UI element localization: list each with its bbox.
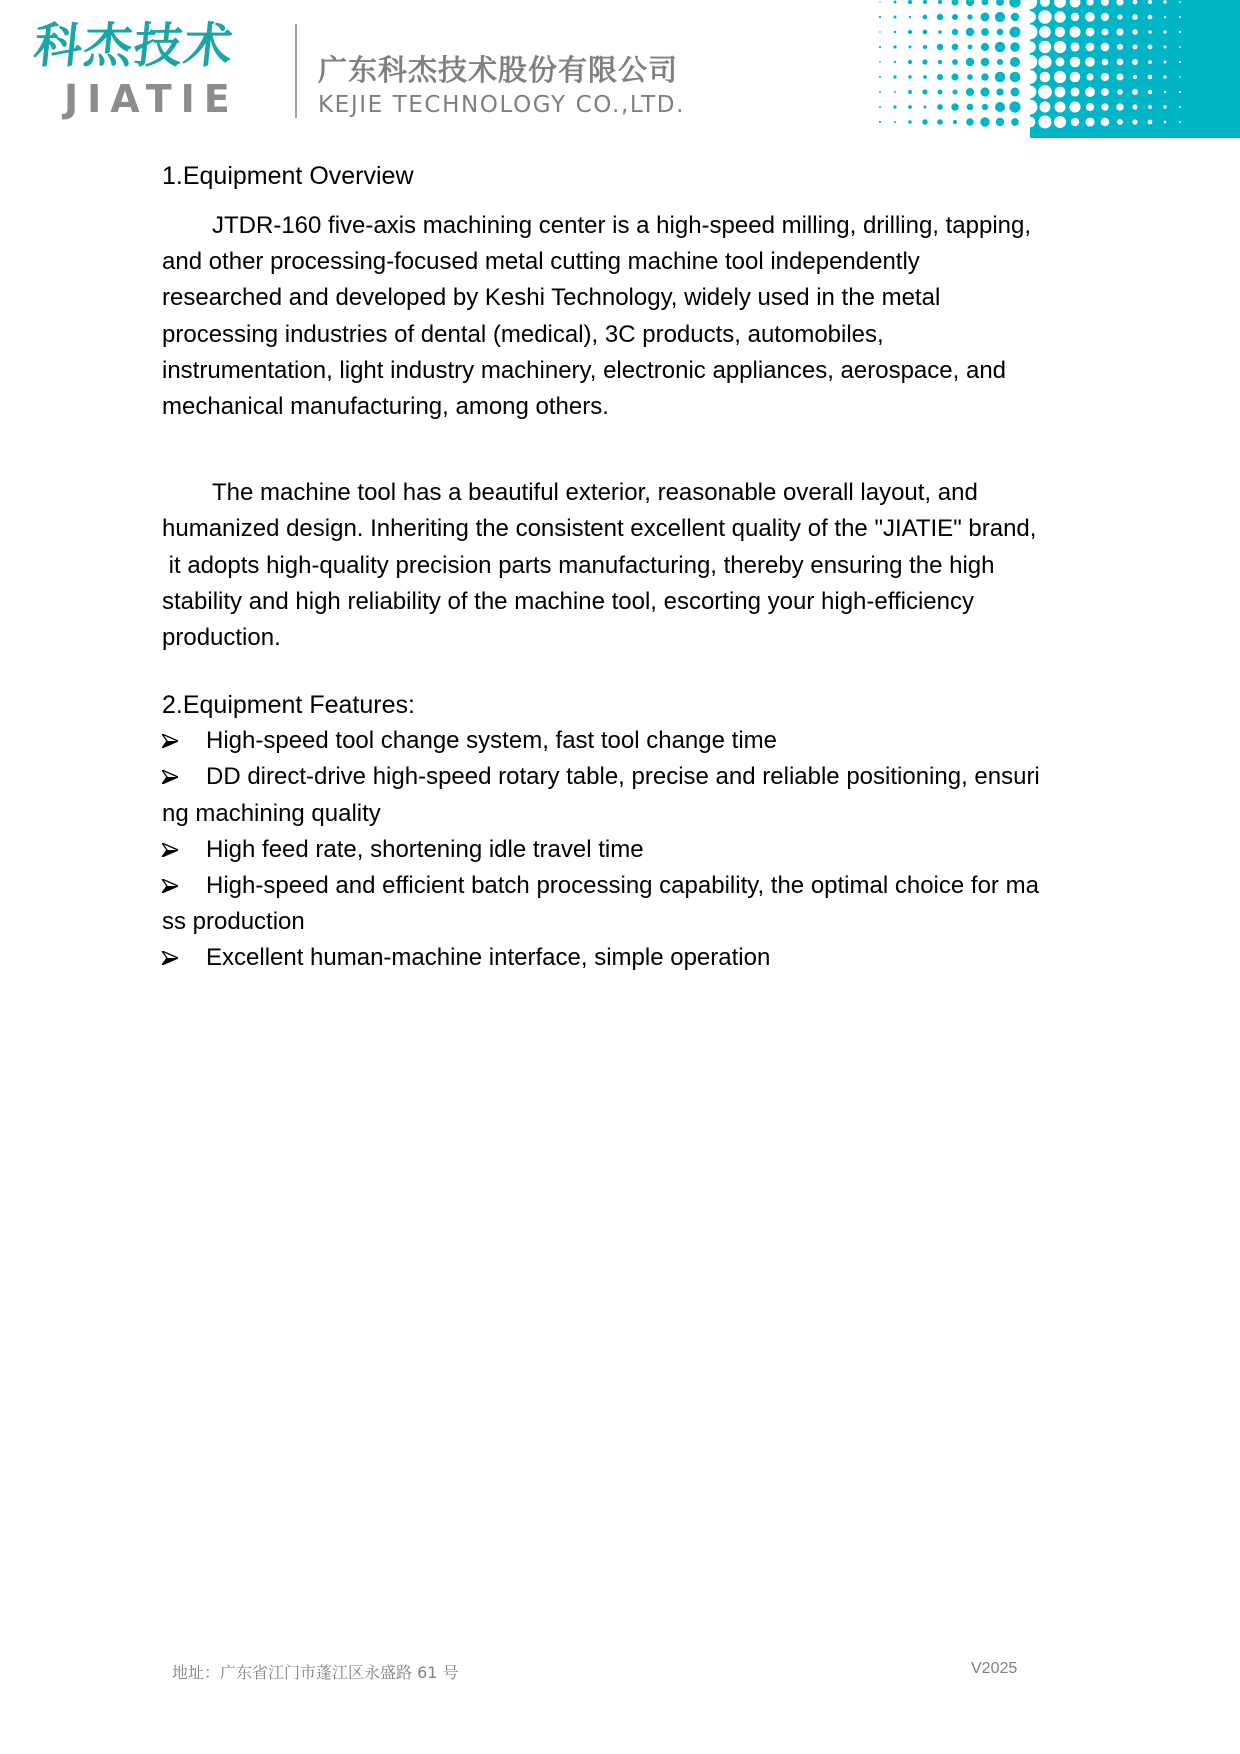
halftone-dot: [879, 91, 881, 93]
halftone-dot: [1070, 57, 1080, 67]
halftone-dot: [893, 105, 896, 108]
halftone-dot: [1117, 119, 1123, 125]
text-line: stability and high reliability of the machine tool, escorting your high-efficiency: [162, 587, 974, 615]
halftone-dot: [1101, 73, 1109, 81]
halftone-dot: [923, 15, 928, 20]
halftone-dot: [909, 16, 911, 18]
halftone-dot: [1102, 59, 1109, 66]
halftone-dot: [1117, 89, 1123, 95]
halftone-dot: [922, 59, 927, 64]
halftone-dot: [995, 12, 1005, 22]
halftone-dot: [1011, 88, 1020, 97]
halftone-dot: [879, 46, 881, 48]
page-header: [0, 0, 1240, 140]
halftone-dot: [1010, 27, 1021, 38]
halftone-dot: [1101, 103, 1108, 110]
halftone-dot: [995, 102, 1005, 112]
halftone-dot: [1132, 119, 1137, 124]
halftone-dot: [1086, 43, 1095, 52]
halftone-dot: [923, 30, 928, 35]
overview-paragraph-1: [162, 208, 1082, 425]
halftone-dot: [894, 121, 896, 123]
halftone-dot: [1132, 59, 1138, 65]
halftone-dot: [908, 90, 912, 94]
section-heading-overview: 1.Equipment Overview: [162, 162, 414, 190]
feature-item: [162, 723, 1082, 759]
halftone-dot: [1164, 121, 1167, 124]
halftone-dot: [1054, 41, 1066, 53]
halftone-dot: [996, 88, 1003, 95]
halftone-dot: [1055, 87, 1066, 98]
halftone-dot: [938, 60, 942, 64]
halftone-dot: [997, 59, 1003, 65]
halftone-dot: [967, 104, 974, 111]
halftone-dot: [1054, 11, 1065, 22]
arrowhead-bullet-icon: [162, 734, 178, 748]
halftone-dot: [894, 16, 897, 19]
halftone-dot: [937, 44, 943, 50]
halftone-dot: [1101, 43, 1110, 52]
halftone-dot: [879, 76, 881, 78]
halftone-dot: [1102, 29, 1109, 36]
halftone-dot: [937, 89, 942, 94]
arrowhead-bullet-icon: [162, 843, 178, 857]
halftone-dot: [893, 45, 896, 48]
halftone-dot: [966, 28, 974, 36]
halftone-dot: [1179, 106, 1181, 108]
halftone-dot: [923, 45, 927, 49]
halftone-dot: [923, 0, 927, 4]
halftone-dot: [981, 58, 990, 67]
halftone-dot: [908, 0, 912, 4]
halftone-dot: [1040, 72, 1051, 83]
halftone-dot-pattern: [870, 0, 1240, 140]
halftone-dot: [1023, 55, 1037, 69]
halftone-dot: [879, 61, 881, 63]
halftone-dot: [1179, 31, 1181, 33]
halftone-dot: [1163, 105, 1166, 108]
text-line: High-speed tool change system, fast tool change time: [206, 727, 777, 755]
halftone-dot: [908, 75, 911, 78]
halftone-dot: [1132, 44, 1137, 49]
halftone-dot: [879, 106, 881, 108]
halftone-dot: [1010, 42, 1020, 52]
halftone-dot: [966, 88, 974, 96]
halftone-dot: [893, 75, 896, 78]
halftone-dot: [1069, 101, 1080, 112]
text-line: humanized design. Inheriting the consistent excellent quality of the "JIATIE" brand,: [162, 515, 1037, 543]
halftone-dot: [1164, 91, 1167, 94]
halftone-dot: [923, 105, 926, 108]
halftone-dot: [1116, 28, 1123, 35]
halftone-dot: [1038, 115, 1051, 128]
arrowhead-bullet-icon: [162, 770, 178, 784]
halftone-dot: [1011, 13, 1019, 21]
section-heading-features: 2.Equipment Features:: [162, 691, 415, 720]
halftone-dot: [997, 29, 1004, 36]
halftone-dot: [966, 0, 974, 6]
halftone-dot: [1070, 42, 1079, 51]
feature-item: [162, 759, 1082, 831]
halftone-dot: [922, 89, 927, 94]
text-line: The machine tool has a beautiful exterior, reasonable overall layout, and: [212, 479, 978, 507]
halftone-dot: [1163, 0, 1166, 3]
halftone-dot: [995, 42, 1006, 53]
halftone-dot: [1148, 0, 1152, 4]
halftone-dot: [1024, 41, 1036, 53]
halftone-dot: [1148, 75, 1152, 79]
halftone-dot: [922, 119, 927, 124]
halftone-dot: [1038, 55, 1051, 68]
halftone-dot: [996, 0, 1004, 6]
halftone-dot: [1179, 46, 1181, 48]
halftone-dot: [1163, 30, 1166, 33]
document-body: [162, 158, 1082, 977]
halftone-dot: [1179, 76, 1181, 78]
halftone-dot: [1039, 26, 1051, 38]
halftone-dot: [1133, 75, 1137, 79]
halftone-dot: [1179, 1, 1181, 3]
text-line: JTDR-160 five-axis machining center is a high-speed milling, drilling, tapping,: [212, 212, 1032, 239]
halftone-dot: [1025, 117, 1036, 128]
halftone-dot: [1163, 75, 1166, 78]
halftone-dot: [1117, 59, 1124, 66]
halftone-dot: [909, 46, 912, 49]
halftone-dot: [981, 43, 989, 51]
halftone-dot: [1179, 91, 1181, 93]
halftone-dot: [1010, 72, 1021, 83]
halftone-dot: [1011, 118, 1019, 126]
halftone-dot: [1101, 13, 1109, 21]
halftone-dot: [1085, 87, 1095, 97]
halftone-dot: [1054, 71, 1066, 83]
halftone-dot: [967, 14, 972, 19]
halftone-dot: [894, 1, 897, 4]
halftone-dot: [1179, 16, 1181, 18]
halftone-dot: [894, 91, 896, 93]
halftone-dot: [1071, 13, 1079, 21]
halftone-dot: [1010, 57, 1020, 67]
halftone-dot: [952, 59, 958, 65]
halftone-dot: [968, 45, 973, 50]
halftone-dot: [1179, 121, 1181, 123]
halftone-dot: [951, 73, 958, 80]
text-line: High-speed and efficient batch processing capability, the optimal choice for ma: [206, 872, 1039, 900]
company-name-english: KEJIE TECHNOLOGY CO.,LTD.: [318, 92, 685, 118]
logo-chinese-wordmark: 科杰技术: [31, 18, 237, 74]
halftone-dot: [894, 31, 897, 34]
halftone-dot: [1009, 101, 1020, 112]
text-line: it adopts high-quality precision parts manufacturing, thereby ensuring the high: [162, 551, 995, 579]
halftone-dot: [1039, 41, 1051, 53]
halftone-dot: [1069, 26, 1080, 37]
text-line: DD direct-drive high-speed rotary table, precise and reliable positioning, ensuri: [206, 763, 1040, 791]
arrowhead-bullet-icon: [162, 951, 178, 965]
halftone-dot: [981, 73, 988, 80]
halftone-dot: [980, 117, 989, 126]
feature-item: [162, 940, 1082, 976]
halftone-dot: [938, 30, 942, 34]
halftone-dot: [937, 74, 943, 80]
text-line: and other processing-focused metal cutting machine tool independently: [162, 248, 920, 276]
halftone-dot: [1023, 70, 1037, 84]
features-list: [162, 723, 1082, 976]
halftone-dot: [1085, 117, 1094, 126]
overview-paragraph-2: [162, 475, 1082, 656]
halftone-dot: [1086, 73, 1093, 80]
halftone-dot: [1040, 102, 1051, 113]
halftone-dot: [937, 104, 943, 110]
text-line: mechanical manufacturing, among others.: [162, 393, 609, 421]
halftone-dot: [952, 29, 959, 36]
halftone-dot: [1148, 120, 1153, 125]
halftone-dot: [1132, 29, 1138, 35]
halftone-dot: [1085, 57, 1095, 67]
halftone-dot: [937, 119, 943, 125]
halftone-dot: [938, 0, 942, 4]
halftone-dot: [879, 1, 880, 2]
text-line: processing industries of dental (medical), 3C products, automobiles,: [162, 320, 884, 348]
footer-version: V2025: [971, 1660, 1018, 1677]
halftone-dot: [1164, 16, 1167, 19]
halftone-dot: [1163, 60, 1166, 63]
halftone-dot: [1038, 10, 1052, 24]
halftone-dot: [923, 75, 927, 79]
halftone-dot: [1179, 61, 1181, 63]
halftone-dot: [1163, 45, 1166, 48]
halftone-dot: [980, 87, 989, 96]
halftone-dot: [1132, 14, 1138, 20]
halftone-dot: [982, 104, 988, 110]
halftone-dot: [1116, 103, 1123, 110]
halftone-dot: [982, 0, 989, 5]
halftone-dot: [1101, 88, 1109, 96]
halftone-dot: [1117, 74, 1124, 81]
halftone-dot: [966, 58, 974, 66]
halftone-dot: [937, 14, 943, 20]
company-name-chinese: 广东科杰技术股份有限公司: [318, 53, 679, 87]
halftone-dot: [1054, 101, 1065, 112]
halftone-dot: [908, 60, 912, 64]
halftone-dot: [995, 72, 1005, 82]
arrowhead-bullet-icon: [162, 879, 178, 893]
halftone-dot: [1148, 45, 1153, 50]
halftone-dot: [1009, 0, 1020, 8]
halftone-dot: [1023, 100, 1038, 115]
halftone-dot: [981, 28, 989, 36]
text-line: instrumentation, light industry machinery, electronic appliances, aerospace, and: [162, 356, 1007, 384]
halftone-dot: [908, 30, 912, 34]
text-line: production.: [162, 624, 281, 652]
halftone-dot: [1054, 116, 1066, 128]
halftone-dot: [879, 16, 881, 18]
halftone-dot: [1024, 11, 1036, 23]
halftone-dot: [1101, 118, 1109, 126]
halftone-dot: [1038, 85, 1052, 99]
halftone-dot: [1117, 14, 1122, 19]
footer-address: 地址：广东省江门市蓬江区永盛路 61 号: [172, 1663, 459, 1682]
halftone-dot: [1148, 15, 1153, 20]
halftone-dot: [908, 120, 912, 124]
halftone-dot: [1023, 25, 1038, 40]
feature-item: [162, 868, 1082, 940]
halftone-dot: [1148, 105, 1152, 109]
logo-divider: [295, 24, 297, 118]
halftone-dot: [996, 118, 1004, 126]
halftone-dot: [1132, 89, 1138, 95]
feature-item: [162, 832, 1082, 868]
halftone-dot: [951, 103, 958, 110]
halftone-dot: [879, 31, 881, 33]
halftone-dot: [1148, 90, 1152, 94]
halftone-dot: [1132, 104, 1137, 109]
halftone-dot: [966, 118, 974, 126]
halftone-dot: [1055, 27, 1065, 37]
halftone-dot: [952, 14, 958, 20]
halftone-dot: [953, 120, 957, 124]
halftone-dot: [1024, 86, 1037, 99]
halftone-dot: [1056, 58, 1065, 67]
text-line: ng machining quality: [162, 799, 381, 827]
text-line: Excellent human-machine interface, simple operation: [206, 944, 771, 972]
halftone-dot: [1085, 12, 1095, 22]
text-line: High feed rate, shortening idle travel time: [206, 835, 644, 863]
halftone-dot: [1117, 44, 1123, 50]
halftone-dot: [967, 74, 973, 80]
halftone-dot: [1070, 72, 1080, 82]
halftone-dot: [908, 105, 912, 109]
halftone-dot: [981, 13, 990, 22]
logo-english-wordmark: JIATIE: [64, 77, 239, 121]
text-line: researched and developed by Keshi Technology, widely used in the metal: [162, 284, 941, 312]
halftone-dot: [1071, 118, 1079, 126]
halftone-dot: [1086, 28, 1095, 37]
halftone-dot: [1086, 103, 1094, 111]
halftone-dot: [879, 121, 881, 123]
text-line: ss production: [162, 908, 305, 936]
halftone-dot: [1148, 60, 1152, 64]
halftone-dot: [1070, 87, 1079, 96]
halftone-dot: [952, 89, 957, 94]
halftone-dot: [894, 61, 896, 63]
halftone-dot: [1148, 30, 1152, 34]
halftone-dot: [951, 0, 958, 6]
halftone-dot: [952, 44, 959, 51]
